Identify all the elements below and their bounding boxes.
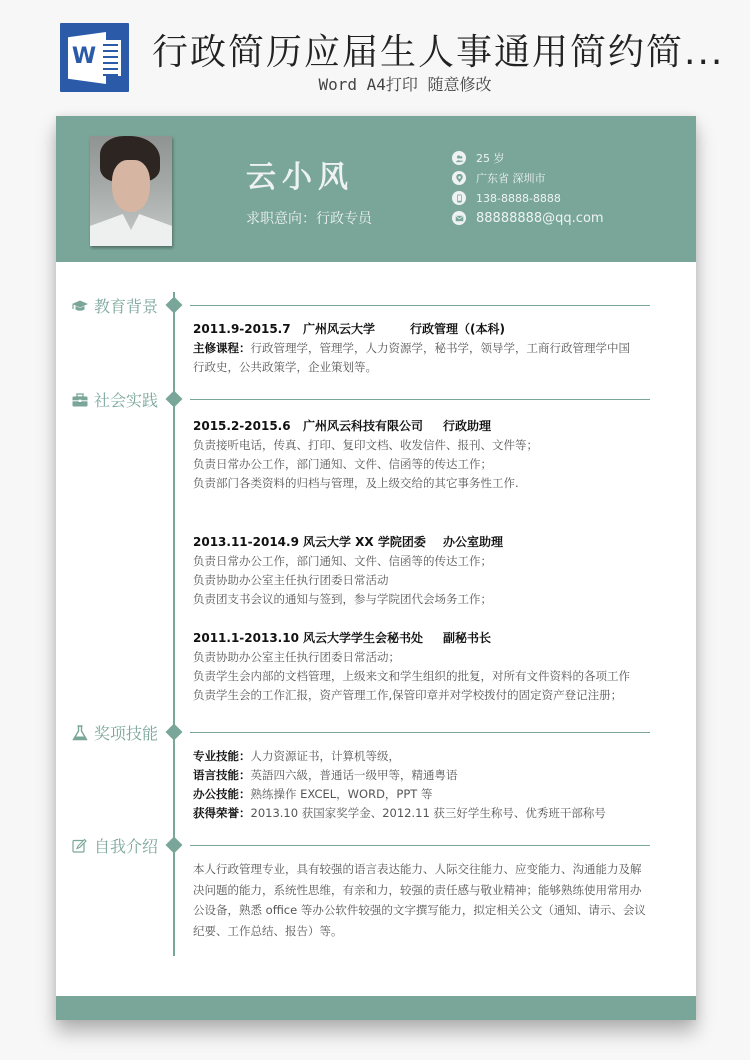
contact-phone-text: 138-8888-8888 — [476, 191, 561, 205]
contact-list — [452, 148, 604, 228]
resume-header — [56, 116, 696, 262]
entry-line: 负责日常办公工作，部门通知、文件、信函等的传达工作； — [193, 457, 492, 471]
footer-bar — [56, 996, 696, 1020]
entry-role: 办公室助理 — [443, 535, 504, 549]
skill-item: 获得荣誉：2013.10 获国家奖学金、2012.11 获三好学生称号、优秀班干部称号 — [193, 806, 606, 820]
skills-list — [193, 747, 663, 823]
entry-role: 行政助理 — [443, 419, 492, 433]
phone-icon — [452, 191, 466, 205]
entry-date: 2013.11-2014.9 — [193, 535, 299, 549]
entry-line: 行政史，公共政策学，企业策划等。 — [193, 360, 377, 374]
briefcase-icon — [71, 392, 89, 408]
entry-org: 广州风云大学 — [303, 322, 376, 336]
entry-line: 负责接听电话，传真、打印、复印文档、收发信件、报刊、文件等； — [193, 438, 538, 452]
practice-entry — [193, 417, 663, 493]
contact-location-text: 广东省 深圳市 — [476, 172, 546, 185]
section-divider — [190, 845, 650, 846]
graduation-cap-icon — [71, 298, 89, 314]
contact-age — [452, 148, 604, 168]
section-practice-header — [56, 388, 696, 412]
portrait-photo — [90, 136, 172, 246]
entry-line: 负责日常办公工作，部门通知、文件、信函等的传达工作； — [193, 554, 492, 568]
section-divider — [190, 732, 650, 733]
entry-line: 负责协助办公室主任执行团委日常活动 — [193, 573, 389, 587]
flask-icon — [71, 725, 89, 741]
entry-header — [193, 320, 663, 339]
timeline-diamond — [166, 297, 183, 314]
email-icon — [452, 211, 466, 225]
person-icon — [452, 151, 466, 165]
entry-line: 负责协助办公室主任执行团委日常活动； — [193, 650, 400, 664]
contact-location — [452, 168, 604, 188]
section-divider — [190, 305, 650, 306]
entry-header — [193, 629, 663, 648]
section-skills-title: 奖项技能 — [71, 721, 158, 744]
practice-entry — [193, 629, 663, 705]
entry-line: 负责部门各类资料的归档与管理，及上级交给的其它事务性工作. — [193, 476, 519, 490]
entry-org: 广州风云科技有限公司 — [303, 419, 424, 433]
section-practice-title: 社会实践 — [71, 388, 158, 411]
candidate-name: 云小风 — [246, 160, 354, 195]
contact-email — [452, 208, 604, 228]
entry-role: 副秘书长 — [443, 631, 492, 645]
resume-page — [56, 116, 696, 1020]
entry-line: 负责学生会的工作汇报，资产管理工作,保管印章并对学校拨付的固定资产登记注册； — [193, 688, 623, 702]
job-intention: 求职意向：行政专员 — [246, 211, 372, 227]
section-about-header — [56, 834, 696, 858]
skill-item: 办公技能：熟练操作 EXCEL，WORD，PPT 等 — [193, 787, 433, 801]
entry-line: 主修课程：行政管理学，管理学，人力资源学，秘书学，领导学，工商行政管理学中国 — [193, 341, 630, 355]
entry-role: 行政管理（(本科) — [410, 322, 505, 336]
skill-item: 专业技能：人力资源证书，计算机等级， — [193, 749, 400, 763]
section-education-header — [56, 294, 696, 318]
entry-line: 负责团支书会议的通知与签到，参与学院团代会场务工作； — [193, 592, 492, 606]
word-icon-lines — [100, 40, 121, 76]
document-subtitle: Word A4打印 随意修改 — [318, 75, 492, 94]
location-icon — [452, 171, 466, 185]
about-text-block — [193, 859, 663, 941]
skill-item: 语言技能：英語四六級，普通话一级甲等，精通粤语 — [193, 768, 458, 782]
entry-org: 风云大学 XX 学院团委 — [303, 535, 426, 549]
entry-org: 风云大学学生会秘书处 — [303, 631, 424, 645]
entry-date: 2011.1-2013.10 — [193, 631, 299, 645]
section-education-title: 教育背景 — [71, 294, 158, 317]
edit-icon — [71, 838, 89, 854]
section-skills-header — [56, 721, 696, 745]
timeline-diamond — [166, 724, 183, 741]
section-divider — [190, 399, 650, 400]
entry-line: 负责学生会内部的文档管理，上级来文和学生组织的批复，对所有文件资料的各项工作 — [193, 669, 630, 683]
courses-label: 主修课程： — [193, 341, 251, 355]
contact-phone — [452, 188, 604, 208]
entry-date: 2011.9-2015.7 — [193, 322, 291, 336]
word-icon-letter: W — [71, 44, 97, 69]
entry-header — [193, 417, 663, 436]
about-text: 本人行政管理专业，具有较强的语言表达能力、人际交往能力、应变能力、沟通能力及解决问题的能力，系统性思维，有亲和力，较强的责任感与敬业精神；能够熟练使用常用办公设备，熟悉 office 等办公软件较强的文字撰写能力，拟定相关公文（通知、请示、会议纪要、工作总结、报告）等。 — [193, 862, 646, 938]
timeline-diamond — [166, 391, 183, 408]
top-banner — [0, 0, 750, 110]
section-about-title: 自我介绍 — [71, 834, 158, 857]
document-title: 行政简历应届生人事通用简约简... — [152, 32, 725, 73]
contact-email-text: 88888888@qq.com — [476, 210, 604, 226]
timeline-diamond — [166, 837, 183, 854]
entry-date: 2015.2-2015.6 — [193, 419, 291, 433]
education-entry — [193, 320, 663, 377]
entry-header — [193, 533, 663, 552]
contact-age-text: 25 岁 — [476, 152, 505, 165]
practice-entry — [193, 533, 663, 609]
